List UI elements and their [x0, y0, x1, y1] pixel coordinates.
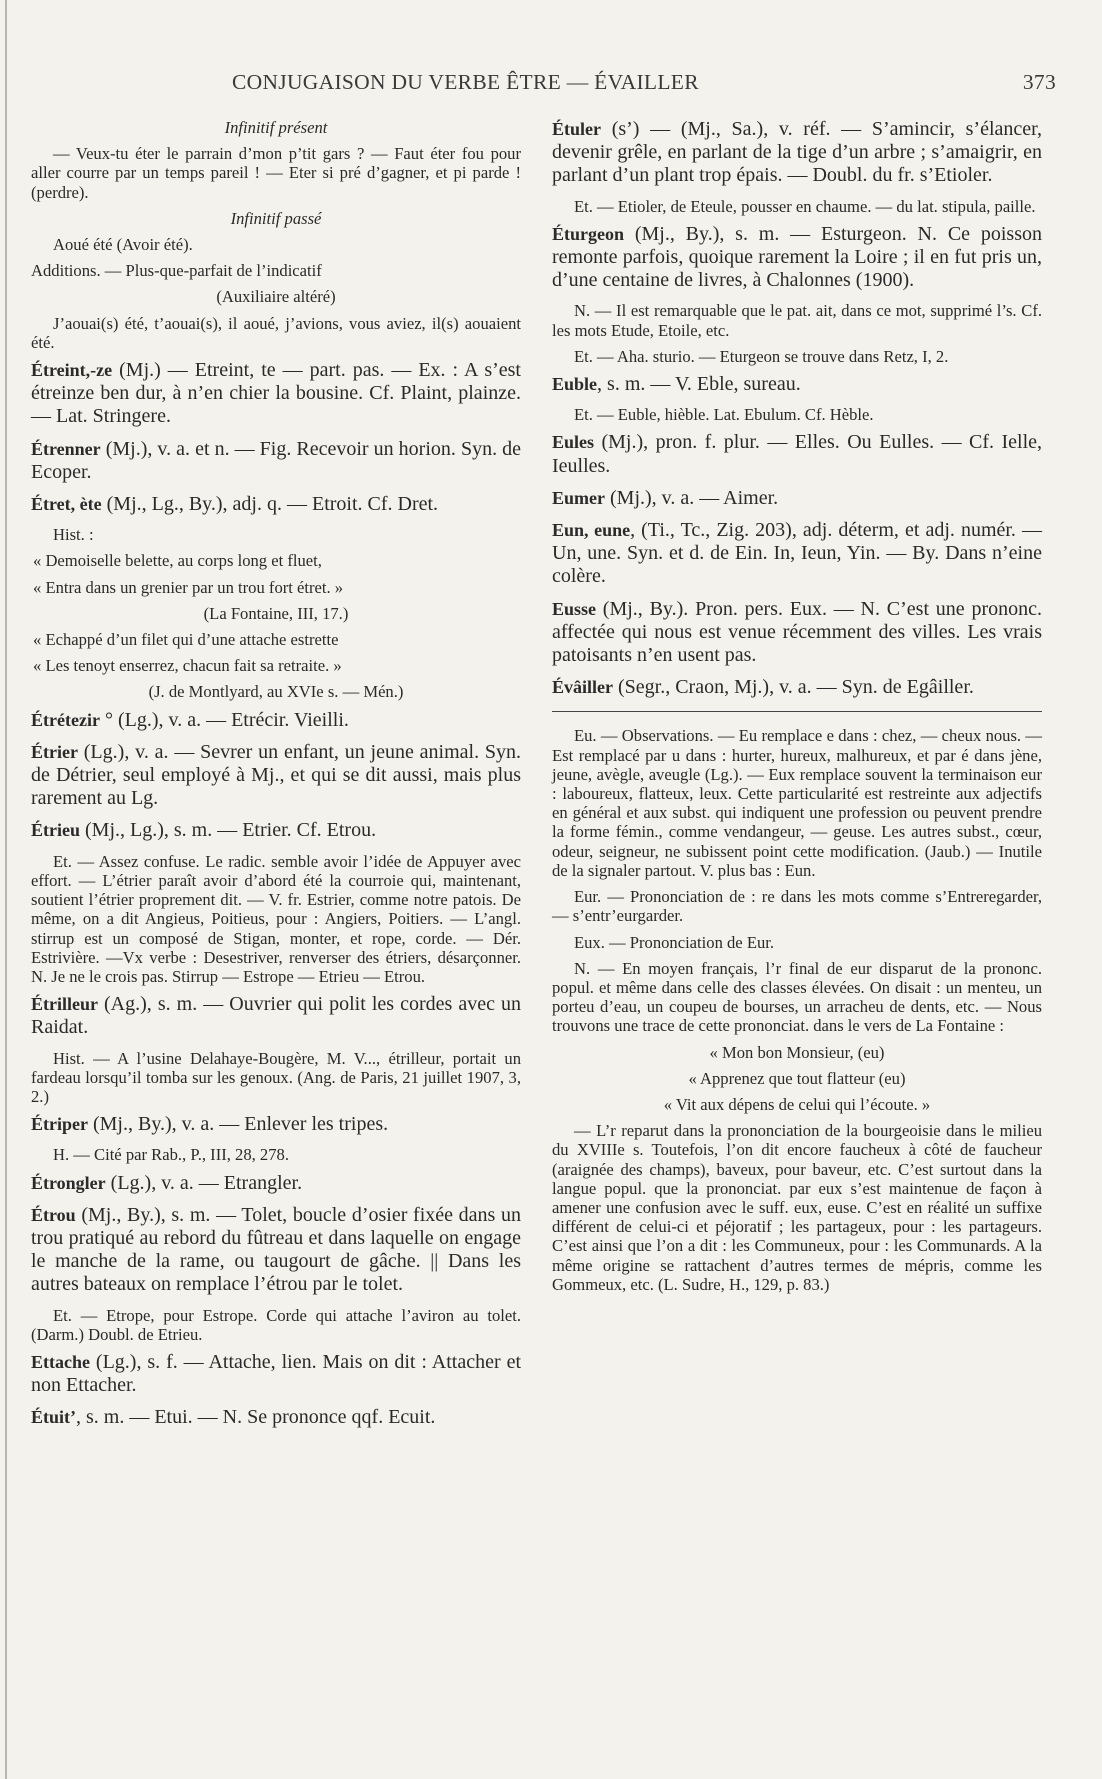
dictionary-entry [31, 359, 521, 429]
dictionary-entry [552, 118, 1042, 188]
dictionary-entry [31, 1204, 521, 1297]
entry-headword: Eules [552, 432, 595, 453]
dictionary-entry [31, 709, 521, 732]
entry-text: , (Ti., Tc., Zig. 203), adj. déterm, et adj. numér. — Un, une. Syn. et d. de Ein. In, Ieun, Yin. — By. Dans n’eine colère. [552, 519, 1042, 588]
paragraph [31, 852, 521, 986]
entry-text: (La Fontaine, III, 17.) [203, 603, 349, 623]
paragraph [31, 118, 521, 137]
entry-text: N. — Il est remarquable que le pat. ait, dans ce mot, supprimé l’s. Cf. les mots Etude, Etoile, etc. [552, 301, 1042, 340]
right-column [552, 118, 1042, 1301]
page-number: 373 [1022, 70, 1056, 94]
entry-text: Eur. — Prononciation de : re dans les mots comme s’Entreregarder, — s’entr’eurgarder. [552, 887, 1042, 926]
entry-text: Et. — Aha. sturio. — Eturgeon se trouve dans Retz, I, 2. [574, 346, 949, 366]
entry-text: (Segr., Craon, Mj.), v. a. — Syn. de Egâiller. [613, 676, 974, 699]
dictionary-entry [31, 438, 521, 484]
entry-text: ° (Lg.), v. a. — Etrécir. Vieilli. [99, 708, 349, 731]
entry-text: (Mj.), pron. f. plur. — Elles. Ou Eulles. — Cf. Ielle, Ieulles. [552, 431, 1042, 477]
entry-text: (Mj., By.), v. a. — Enlever les tripes. [87, 1113, 389, 1136]
dictionary-entry [552, 373, 1042, 396]
entry-text: — Veux-tu éter le parrain d’mon p’tit gars ? — Faut éter fou pour aller courre par un temps pareil ! — Eter si pré d’gagner, et pi parde ! (perdre). [31, 144, 521, 202]
entry-headword: Étrenner [31, 438, 101, 459]
entry-headword: Éturgeon [552, 223, 624, 244]
quotation-line [31, 578, 521, 597]
paragraph [552, 887, 1042, 925]
paragraph [552, 959, 1042, 1036]
paragraph [31, 144, 521, 202]
paragraph [31, 1049, 521, 1107]
entry-headword: Étrilleur [31, 994, 98, 1015]
paragraph [552, 933, 1042, 952]
paragraph [552, 405, 1042, 424]
entry-text: (Lg.), s. f. — Attache, lien. Mais on dit : Attacher et non Ettacher. [31, 1350, 521, 1397]
quotation-line [31, 630, 521, 649]
paragraph [31, 287, 521, 306]
entry-text: (Mj., Lg.), s. m. — Etrier. Cf. Etrou. [80, 819, 377, 842]
entry-text: Infinitif présent [224, 118, 328, 137]
quotation-line [552, 1095, 1042, 1114]
entry-text: J’aouai(s) été, t’aouai(s), il aoué, j’avions, vous aviez, il(s) aouaient été. [31, 313, 521, 352]
entry-text: , s. m. — V. Eble, sureau. [597, 373, 801, 396]
entry-text: , s. m. — Etui. — N. Se prononce qqf. Ecuit. [76, 1406, 436, 1429]
quotation-line [31, 604, 521, 623]
paragraph [31, 1306, 521, 1344]
page-title: CONJUGAISON DU VERBE ÊTRE — ÉVAILLER [232, 70, 699, 94]
entry-text: Eux. — Prononciation de Eur. [574, 932, 775, 952]
entry-headword: Étret, ète [31, 494, 102, 515]
paragraph [31, 261, 521, 280]
dictionary-entry [31, 1406, 521, 1429]
page-binding-edge [5, 0, 7, 1779]
entry-headword: Étriper [31, 1114, 88, 1135]
entry-text: Aoué été (Avoir été). [53, 235, 193, 255]
dictionary-entry [31, 1172, 521, 1195]
entry-text: Additions. — Plus-que-parfait de l’indicatif [31, 261, 322, 281]
entry-text: (Auxiliaire altéré) [216, 287, 336, 307]
quotation-line [552, 1069, 1042, 1088]
entry-text: « Apprenez que tout flatteur (eu) [688, 1068, 906, 1088]
left-column [31, 118, 521, 1439]
entry-text: (s’) — (Mj., Sa.), v. réf. — S’amincir, s’élancer, devenir grêle, en parlant de la tige d’un arbre ; s’amaigrir, en parlant d’un plant trop épais. — Doubl. du fr. s’Etioler. [552, 118, 1042, 187]
entry-headword: Évâiller [552, 677, 613, 698]
dictionary-entry [31, 493, 521, 516]
quotation-line [31, 551, 521, 570]
dictionary-entry [552, 676, 1042, 699]
entry-headword: Ettache [31, 1351, 90, 1372]
entry-text: (Mj., By.), s. m. — Tolet, boucle d’osier fixée dans un trou pratiqué au rebord du fûtreau et dans laquelle on engage le manche de la rame, ou taugourt de gâche. || Dans les autres bateaux on remplace l’étrou par le tolet. [31, 1203, 521, 1296]
entry-text: H. — Cité par Rab., P., III, 28, 278. [53, 1145, 289, 1165]
dictionary-entry [552, 223, 1042, 293]
entry-text: Hist. — A l’usine Delahaye-Bougère, M. V..., étrilleur, portait un fardeau lorsqu’il tomba sur les genoux. (Ang. de Paris, 21 juillet 1907, 3, 2.) [31, 1048, 521, 1106]
dictionary-entry [552, 598, 1042, 668]
entry-headword: Étuit’ [31, 1407, 76, 1428]
entry-text: « Mon bon Monsieur, (eu) [709, 1042, 885, 1062]
paragraph [552, 726, 1042, 880]
dictionary-entry [552, 519, 1042, 589]
paragraph [552, 197, 1042, 216]
paragraph [31, 209, 521, 228]
paragraph [31, 1145, 521, 1164]
section-divider [552, 711, 1042, 712]
entry-headword: Étrier [31, 741, 78, 762]
entry-text: (J. de Montlyard, au XVIe s. — Mén.) [148, 682, 404, 702]
dictionary-entry [552, 431, 1042, 477]
entry-headword: Eun, eune [552, 520, 631, 541]
quotation-line [31, 682, 521, 701]
running-header [60, 70, 1060, 100]
dictionary-entry [552, 487, 1042, 510]
entry-text: « Echappé d’un filet qui d’une attache estrette [33, 630, 339, 650]
entry-text: Et. — Etioler, de Eteule, pousser en chaume. — du lat. stipula, paille. [574, 196, 1036, 216]
entry-text: « Les tenoyt enserrez, chacun fait sa retraite. » [33, 656, 342, 676]
entry-text: (Lg.), v. a. — Etrangler. [105, 1171, 303, 1194]
entry-headword: Étreint,-ze [31, 360, 113, 381]
paragraph [31, 525, 521, 544]
dictionary-entry [31, 1351, 521, 1397]
entry-headword: Étuler [552, 119, 601, 139]
entry-text: N. — En moyen français, l’r final de eur disparut de la prononc. popul. et même dans celle des classes élevées. On disait : un menteu, un porteu d’eau, un coupeu de bourses, un arracheu de dents, etc. — Nous trouvons une trace de cette prononciat. dans le vers de La Fontaine : [552, 958, 1042, 1036]
paragraph [552, 347, 1042, 366]
entry-text: (Mj.) — Etreint, te — part. pas. — Ex. : A s’est étreinze ben dur, à n’en chier la bousine. Cf. Plaint, plainze. — Lat. Stringere. [31, 359, 521, 428]
entry-text: Infinitif passé [230, 208, 322, 228]
entry-headword: Euble [552, 374, 598, 395]
entry-text: Et. — Assez confuse. Le radic. semble avoir l’idée de Appuyer avec effort. — L’étrier paraît avoir d’abord été la courroie qui, maintenant, soutient l’étrier proprement dit. — V. fr. Estrier, comme notre patois. De même, on a dit Angieus, Poitieus, pour : Angiers, Poitiers. — L’angl. stirrup est un composé de Stigan, monter, et rope, corde. — Dér. Estrivière. —Vx verbe : Desestriver, renverser des étriers, désarçonner. N. Je ne le crois pas. Stirrup — Estrope — Etrieu — Etrou. [31, 851, 521, 986]
entry-headword: Étrieu [31, 820, 80, 841]
entry-text: (Ag.), s. m. — Ouvrier qui polit les cordes avec un Raidat. [31, 993, 521, 1039]
entry-headword: Eumer [552, 487, 605, 508]
entry-text: « Entra dans un grenier par un trou fort étret. » [33, 577, 344, 597]
paragraph [31, 314, 521, 352]
entry-text: (Mj.), v. a. — Aimer. [605, 486, 779, 509]
entry-text: (Mj., Lg., By.), adj. q. — Etroit. Cf. Dret. [101, 493, 439, 516]
dictionary-entry [31, 819, 521, 842]
entry-text: « Vit aux dépens de celui qui l’écoute. » [663, 1094, 931, 1114]
entry-text: Hist. : [53, 525, 94, 545]
paragraph [552, 1121, 1042, 1294]
entry-headword: Étrou [31, 1204, 76, 1225]
quotation-line [552, 1043, 1042, 1062]
entry-text: (Lg.), v. a. — Sevrer un enfant, un jeune animal. Syn. de Détrier, seul employé à Mj., et qui se dit aussi, mais plus rarement au Lg. [31, 740, 521, 810]
entry-text: « Demoiselle belette, au corps long et fluet, [33, 551, 322, 571]
dictionary-entry [31, 1113, 521, 1136]
quotation-line [31, 656, 521, 675]
entry-headword: Eusse [552, 598, 597, 619]
paragraph [31, 235, 521, 254]
entry-text: (Mj.), v. a. et n. — Fig. Recevoir un horion. Syn. de Ecoper. [31, 437, 521, 483]
entry-text: (Mj., By.), s. m. — Esturgeon. N. Ce poisson remonte parfois, quoique rarement la Loire ; il en fut pris un, d’une centaine de livres, à Chalonnes (1900). [552, 222, 1042, 292]
entry-text: Et. — Etrope, pour Estrope. Corde qui attache l’aviron au tolet. (Darm.) Doubl. de Etrieu. [31, 1305, 521, 1344]
paragraph [552, 301, 1042, 339]
dictionary-entry [31, 993, 521, 1039]
entry-text: Et. — Euble, hièble. Lat. Ebulum. Cf. Hèble. [574, 405, 874, 425]
entry-text: Eu. — Observations. — Eu remplace e dans : chez, — cheux nous. — Est remplacé par u dans : hurter, hureux, malhureux, et par é dans jène, jeune, avègle, aveugle (Lg.). — Eux remplace souvent la terminaison eur : laboureux, flatteux, leux. Cette particularité est restreinte aux adjectifs en général et aux subst. qui indiquent une profession ou peuvent prendre la forme fémin., comme vendangeur, — geuse. Les autres subst., cœur, odeur, seigneur, ne subissent point cette modification. (Jaub.) — Inutile de la signaler partout. V. plus bas : Eun. [552, 726, 1042, 880]
entry-headword: Étrongler [31, 1172, 106, 1193]
dictionary-entry [31, 741, 521, 811]
entry-text: (Mj., By.). Pron. pers. Eux. — N. C’est une prononc. affectée qui nous est venue récemment des villes. Les vrais patoisants n’en usent pas. [552, 597, 1042, 667]
entry-text: — L’r reparut dans la prononciation de la bourgeoisie dans le milieu du XVIIIe s. Toutefois, l’on dit encore faucheux à côté de faucheur (araignée des champs), baveux, pour baveur, etc. C’est surtout dans la langue popul. que la prononciat. par eux s’est maintenue de façon à amener une confusion avec le suff. eux, euse. C’est en réalité un suffixe différent de celui-ci et péjoratif ; les partageux, pour : les partageurs. C’est ainsi que l’on a dit : les Communeux, pour : les Communards. A la même origine se rattachent d’autres termes de mépris, comme les Gommeux, etc. (L. Sudre, H., 129, p. 83.) [552, 1121, 1042, 1294]
entry-headword: Étrétezir [31, 709, 100, 730]
